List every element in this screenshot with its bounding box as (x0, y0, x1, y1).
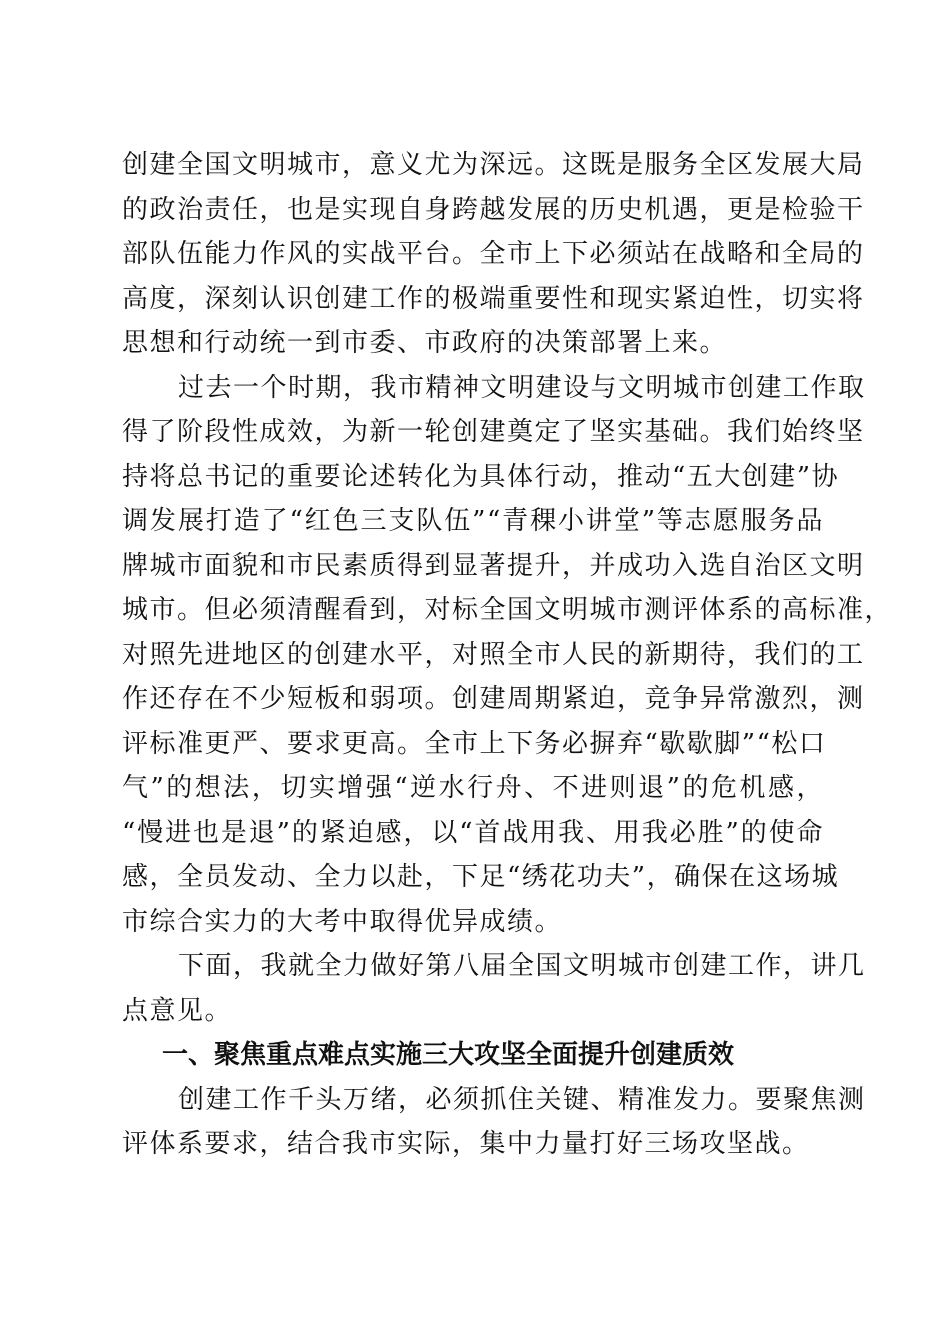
text-line: 点意见。 (122, 995, 233, 1026)
text-line: 高度，深刻认识创建工作的极端重要性和现实紧迫性，切实将 (122, 283, 865, 314)
text-line: 思想和行动统一到市委、市政府的决策部署上来。 (122, 328, 728, 358)
text-line: 评体系要求，结合我市实际，集中力量打好三场攻坚战。 (122, 1129, 810, 1159)
text-line: 作还存在不少短板和弱项。创建周期紧迫，竞争异常激烈，测 (122, 684, 865, 714)
section-heading: 一、聚焦重点难点实施三大攻坚全面提升创建质效 (162, 1040, 735, 1070)
text-line: “慢进也是退”的紧迫感，以“首战用我、用我必胜”的使命 (122, 817, 824, 848)
text-line: 气”的想法，切实增强“逆水行舟、不进则退”的危机感， (122, 773, 824, 803)
text-line: 对照先进地区的创建水平，对照全市人民的新期待，我们的工 (122, 639, 865, 670)
text-line: 过去一个时期，我市精神文明建设与文明城市创建工作取 (178, 372, 866, 403)
text-line: 的政治责任，也是实现自身跨越发展的历史机遇，更是检验干 (122, 194, 865, 225)
text-line: 调发展打造了“红色三支队伍”“青稞小讲堂”等志愿服务品 (122, 506, 824, 536)
text-line: 评标准更严、要求更高。全市上下务必摒弃“歇歇脚”“松口 (122, 728, 827, 759)
text-line: 持将总书记的重要论述转化为具体行动，推动“五大创建”协 (122, 461, 840, 492)
paragraph-3 (122, 944, 866, 1033)
paragraph-2 (122, 366, 893, 945)
text-line: 部队伍能力作风的实战平台。全市上下必须站在战略和全局的 (122, 239, 865, 269)
text-line: 感，全员发动、全力以赴，下足“绣花功夫”，确保在这场城 (122, 862, 840, 892)
text-line: 牌城市面貌和市民素质得到显著提升，并成功入选自治区文明 (122, 550, 865, 581)
text-line: 市综合实力的大考中取得优异成绩。 (122, 906, 563, 937)
text-line: 创建全国文明城市，意义尤为深远。这既是服务全区发展大局 (122, 150, 865, 180)
paragraph-section-intro (122, 1078, 866, 1167)
text-line: 创建工作千头万绪，必须抓住关键、精准发力。要聚焦测 (178, 1084, 866, 1115)
document-body (122, 143, 893, 1167)
paragraph-1 (122, 143, 865, 366)
text-line: 城市。但必须清醒看到，对标全国文明城市测评体系的高标准， (122, 595, 893, 625)
text-line: 得了阶段性成效，为新一轮创建奠定了坚实基础。我们始终坚 (122, 417, 865, 447)
text-line: 下面，我就全力做好第八届全国文明城市创建工作，讲几 (178, 951, 866, 981)
